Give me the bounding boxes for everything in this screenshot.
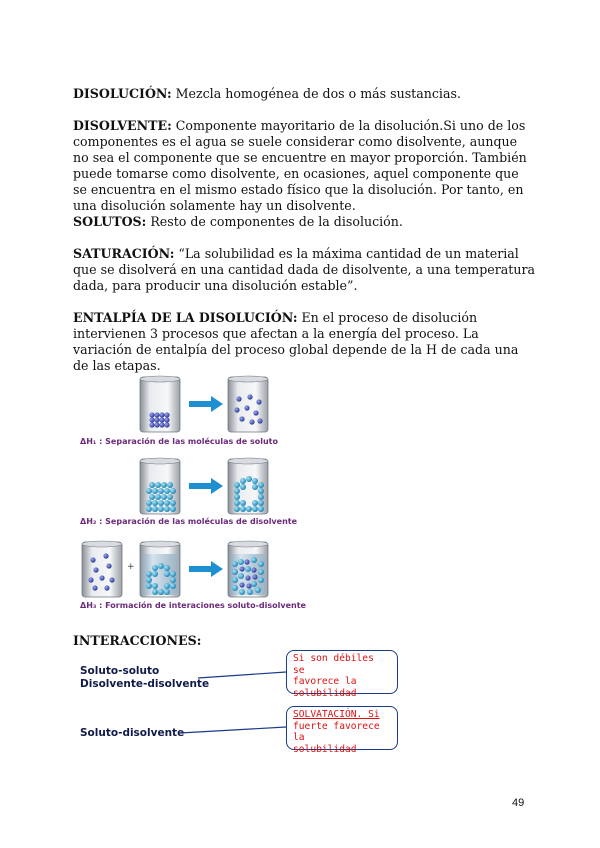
text-solutos: Resto de componentes de la disolución. bbox=[146, 214, 403, 229]
callout-debiles-line1: Si son débiles se bbox=[293, 653, 374, 676]
callout-solvatacion-line3: solubilidad bbox=[293, 743, 357, 755]
callout-solvatacion-line2: fuerte favorece la bbox=[293, 720, 380, 743]
term-entalpia: ENTALPÍA DE LA DISOLUCIÓN: bbox=[73, 310, 298, 325]
plus-sign: + bbox=[127, 562, 135, 572]
term-disolucion: DISOLUCIÓN: bbox=[73, 86, 172, 101]
callout-solvatacion bbox=[286, 706, 398, 755]
text-entalpia: En el proceso de disolución intervienen 3 procesos que afectan a la energía del proceso. La variación de entalpía del proceso global depende de la H de cada una de las etapas. bbox=[73, 310, 519, 373]
page-number: 49 bbox=[512, 797, 525, 809]
caption-dh3: ΔH₃ : Formación de interaciones soluto-disolvente bbox=[80, 601, 306, 610]
interactions-heading: INTERACCIONES: bbox=[73, 633, 202, 648]
text-disolucion: Mezcla homogénea de dos o más sustancias. bbox=[171, 86, 461, 101]
term-saturacion: SATURACIÓN: bbox=[73, 246, 175, 261]
text-saturacion: “La solubilidad es la máxima cantidad de un material que se disolverá en una cantidad dada de disolvente, a una temperatura dada, para producir una disolución estable”. bbox=[73, 246, 535, 293]
caption-dh1: ΔH₁ : Separación de las moléculas de soluto bbox=[80, 437, 278, 446]
term-disolvente: DISOLVENTE: bbox=[73, 118, 172, 133]
interaction-labels-group1 bbox=[80, 665, 209, 691]
label-soluto-disolvente: Soluto-disolvente bbox=[80, 727, 185, 739]
callout-debiles bbox=[286, 650, 398, 699]
term-solutos: SOLUTOS: bbox=[73, 214, 147, 229]
callout-solvatacion-line1: SOLVATACIÓN. Si bbox=[293, 709, 380, 720]
callout-debiles-line2: favorece la bbox=[293, 676, 357, 687]
callout-debiles-line3: solubilidad bbox=[293, 687, 357, 699]
label-disolvente-disolvente: Disolvente-disolvente bbox=[80, 678, 210, 690]
caption-dh2: ΔH₂ : Separación de las moléculas de disolvente bbox=[80, 517, 298, 526]
text-disolvente: Componente mayoritario de la disolución.Si uno de los componentes es el agua se suele considerar como disolvente, aunque no sea el componente que se encuentre en mayor proporción. También puede tomarse como disolvente, en ocasiones, aquel componente que se encuentra en el mismo estado físico que la disolución. Por tanto, en una disolución solamente hay un disolvente. bbox=[73, 118, 527, 213]
label-soluto-soluto: Soluto-soluto bbox=[80, 665, 160, 677]
